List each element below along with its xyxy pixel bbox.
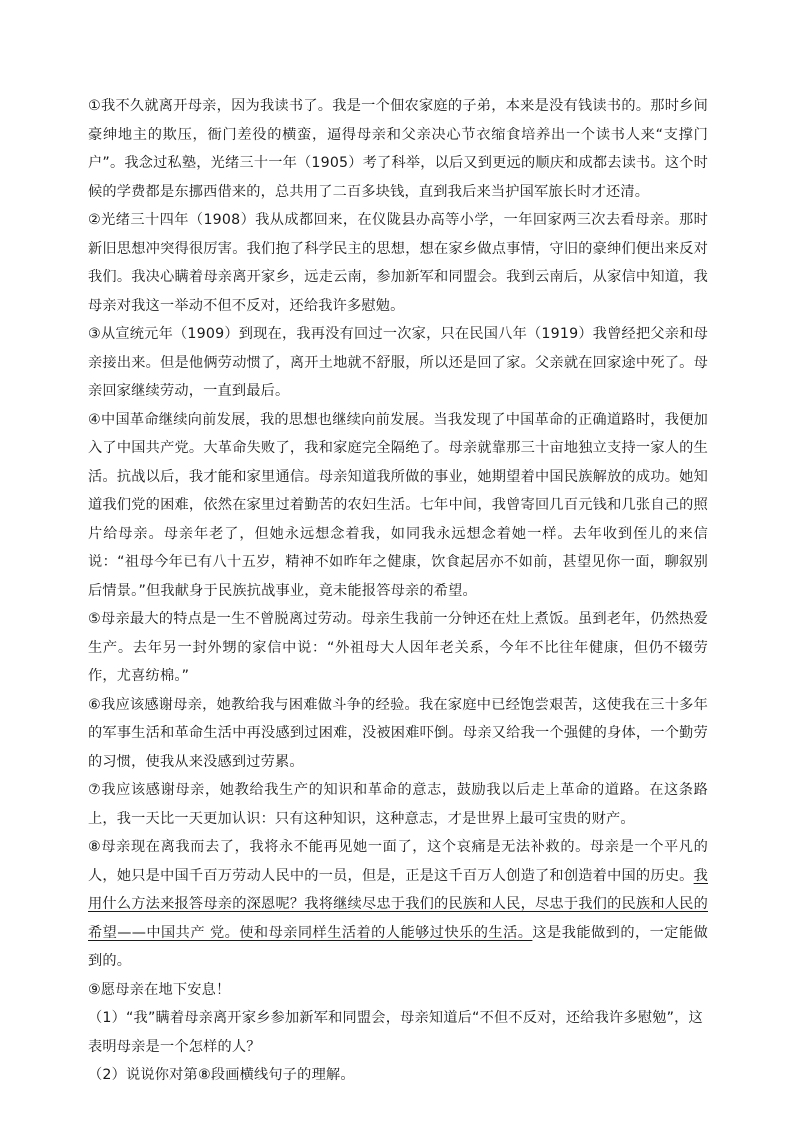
paragraph-6: ⑥我应该感谢母亲，她教给我与困难做斗争的经验。我在家庭中已经饱尝艰苦，这使我在三十多年的军事生活和革命生活中再没感到过困难，没被困难吓倒。母亲又给我一个强健的身体，一个勤劳的习惯，使我从来没感到过劳累。 bbox=[88, 696, 708, 770]
underlined-sentence: 我用什么方法来报答母亲的深恩呢？我将继续尽忠于我们的民族和人民，尽忠于我们的民族和人民的希望——中国共产 党。使和母亲同样生活着的人能够过快乐的生活。 bbox=[88, 867, 708, 941]
question-2: （2）说说你对第⑧段画横线句子的理解。 bbox=[88, 1067, 355, 1083]
document-page bbox=[88, 92, 708, 1090]
paragraph-7: ⑦我应该感谢母亲，她教给我生产的知识和革命的意志，鼓励我以后走上革命的道路。在这条路上，我一天比一天更加认识：只有这种知识，这种意志，才是世界上最可宝贵的财产。 bbox=[88, 782, 708, 827]
paragraph-5: ⑤母亲最大的特点是一生不曾脱离过劳动。母亲生我前一分钟还在灶上煮饭。虽到老年，仍然热爱生产。去年另一封外甥的家信中说：“外祖母大人因年老关系，今年不比往年健康，但仍不辍劳作，尤喜纺棉。” bbox=[88, 611, 708, 684]
paragraph-1: ①我不久就离开母亲，因为我读书了。我是一个佃农家庭的子弟，本来是没有钱读书的。那时乡间豪绅地主的欺压，衙门差役的横蛮，逼得母亲和父亲决心节衣缩食培养出一个读书人来“支撑门户”。我念过私塾，光绪三十一年（1905）考了科举，以后又到更远的顺庆和成都去读书。这个时候的学费都是东挪西借来的，总共用了二百多块钱，直到我后来当护国军旅长时才还清。 bbox=[88, 98, 708, 200]
paragraph-8-text: ⑧母亲现在离我而去了，我将永不能再见她一面了，这个哀痛是无法补救的。母亲是一个平凡的人，她只是中国千百万劳动人民中的一员，但是，正是这千百万人创造了和创造着中国的历史。 bbox=[88, 839, 708, 884]
paragraph-8-ending: 这是我能做到的，一定能做到的。 bbox=[88, 924, 708, 969]
question-1: （1）“我”瞒着母亲离开家乡参加新军和同盟会，母亲知道后“不但不反对，还给我许多慰勉”，这表明母亲是一个怎样的人？ bbox=[88, 1010, 703, 1055]
paragraph-2: ②光绪三十四年（1908）我从成都回来，在仪陇县办高等小学，一年回家两三次去看母亲。那时新旧思想冲突得很厉害。我们抱了科学民主的思想，想在家乡做点事情，守旧的豪绅们便出来反对我们。我决心瞒着母亲离开家乡，远走云南，参加新军和同盟会。我到云南后，从家信中知道，我母亲对我这一举动不但不反对，还给我许多慰勉。 bbox=[88, 212, 708, 314]
paragraph-9: ⑨愿母亲在地下安息！ bbox=[88, 981, 231, 998]
paragraph-8 bbox=[88, 833, 708, 976]
paragraph-4: ④中国革命继续向前发展，我的思想也继续向前发展。当我发现了中国革命的正确道路时，我便加入了中国共产党。大革命失败了，我和家庭完全隔绝了。母亲就靠那三十亩地独立支持一家人的生活。抗战以后，我才能和家里通信。母亲知道我所做的事业，她期望着中国民族解放的成功。她知道我们党的困难，依然在家里过着勤苦的农妇生活。七年中间，我曾寄回几百元钱和几张自己的照片给母亲。母亲年老了，但她永远想念着我，如同我永远想念着她一样。去年收到侄儿的来信说：“祖母今年已有八十五岁，精神不如昨年之健康，饮食起居亦不如前，甚望见你一面，聊叙别后情景。”但我献身于民族抗战事业，竟未能报答母亲的希望。 bbox=[88, 411, 708, 599]
paragraph-3: ③从宣统元年（1909）到现在，我再没有回过一次家，只在民国八年（1919）我曾经把父亲和母亲接出来。但是他俩劳动惯了，离开土地就不舒服，所以还是回了家。父亲就在回家途中死了。母亲回家继续劳动，一直到最后。 bbox=[88, 326, 708, 399]
